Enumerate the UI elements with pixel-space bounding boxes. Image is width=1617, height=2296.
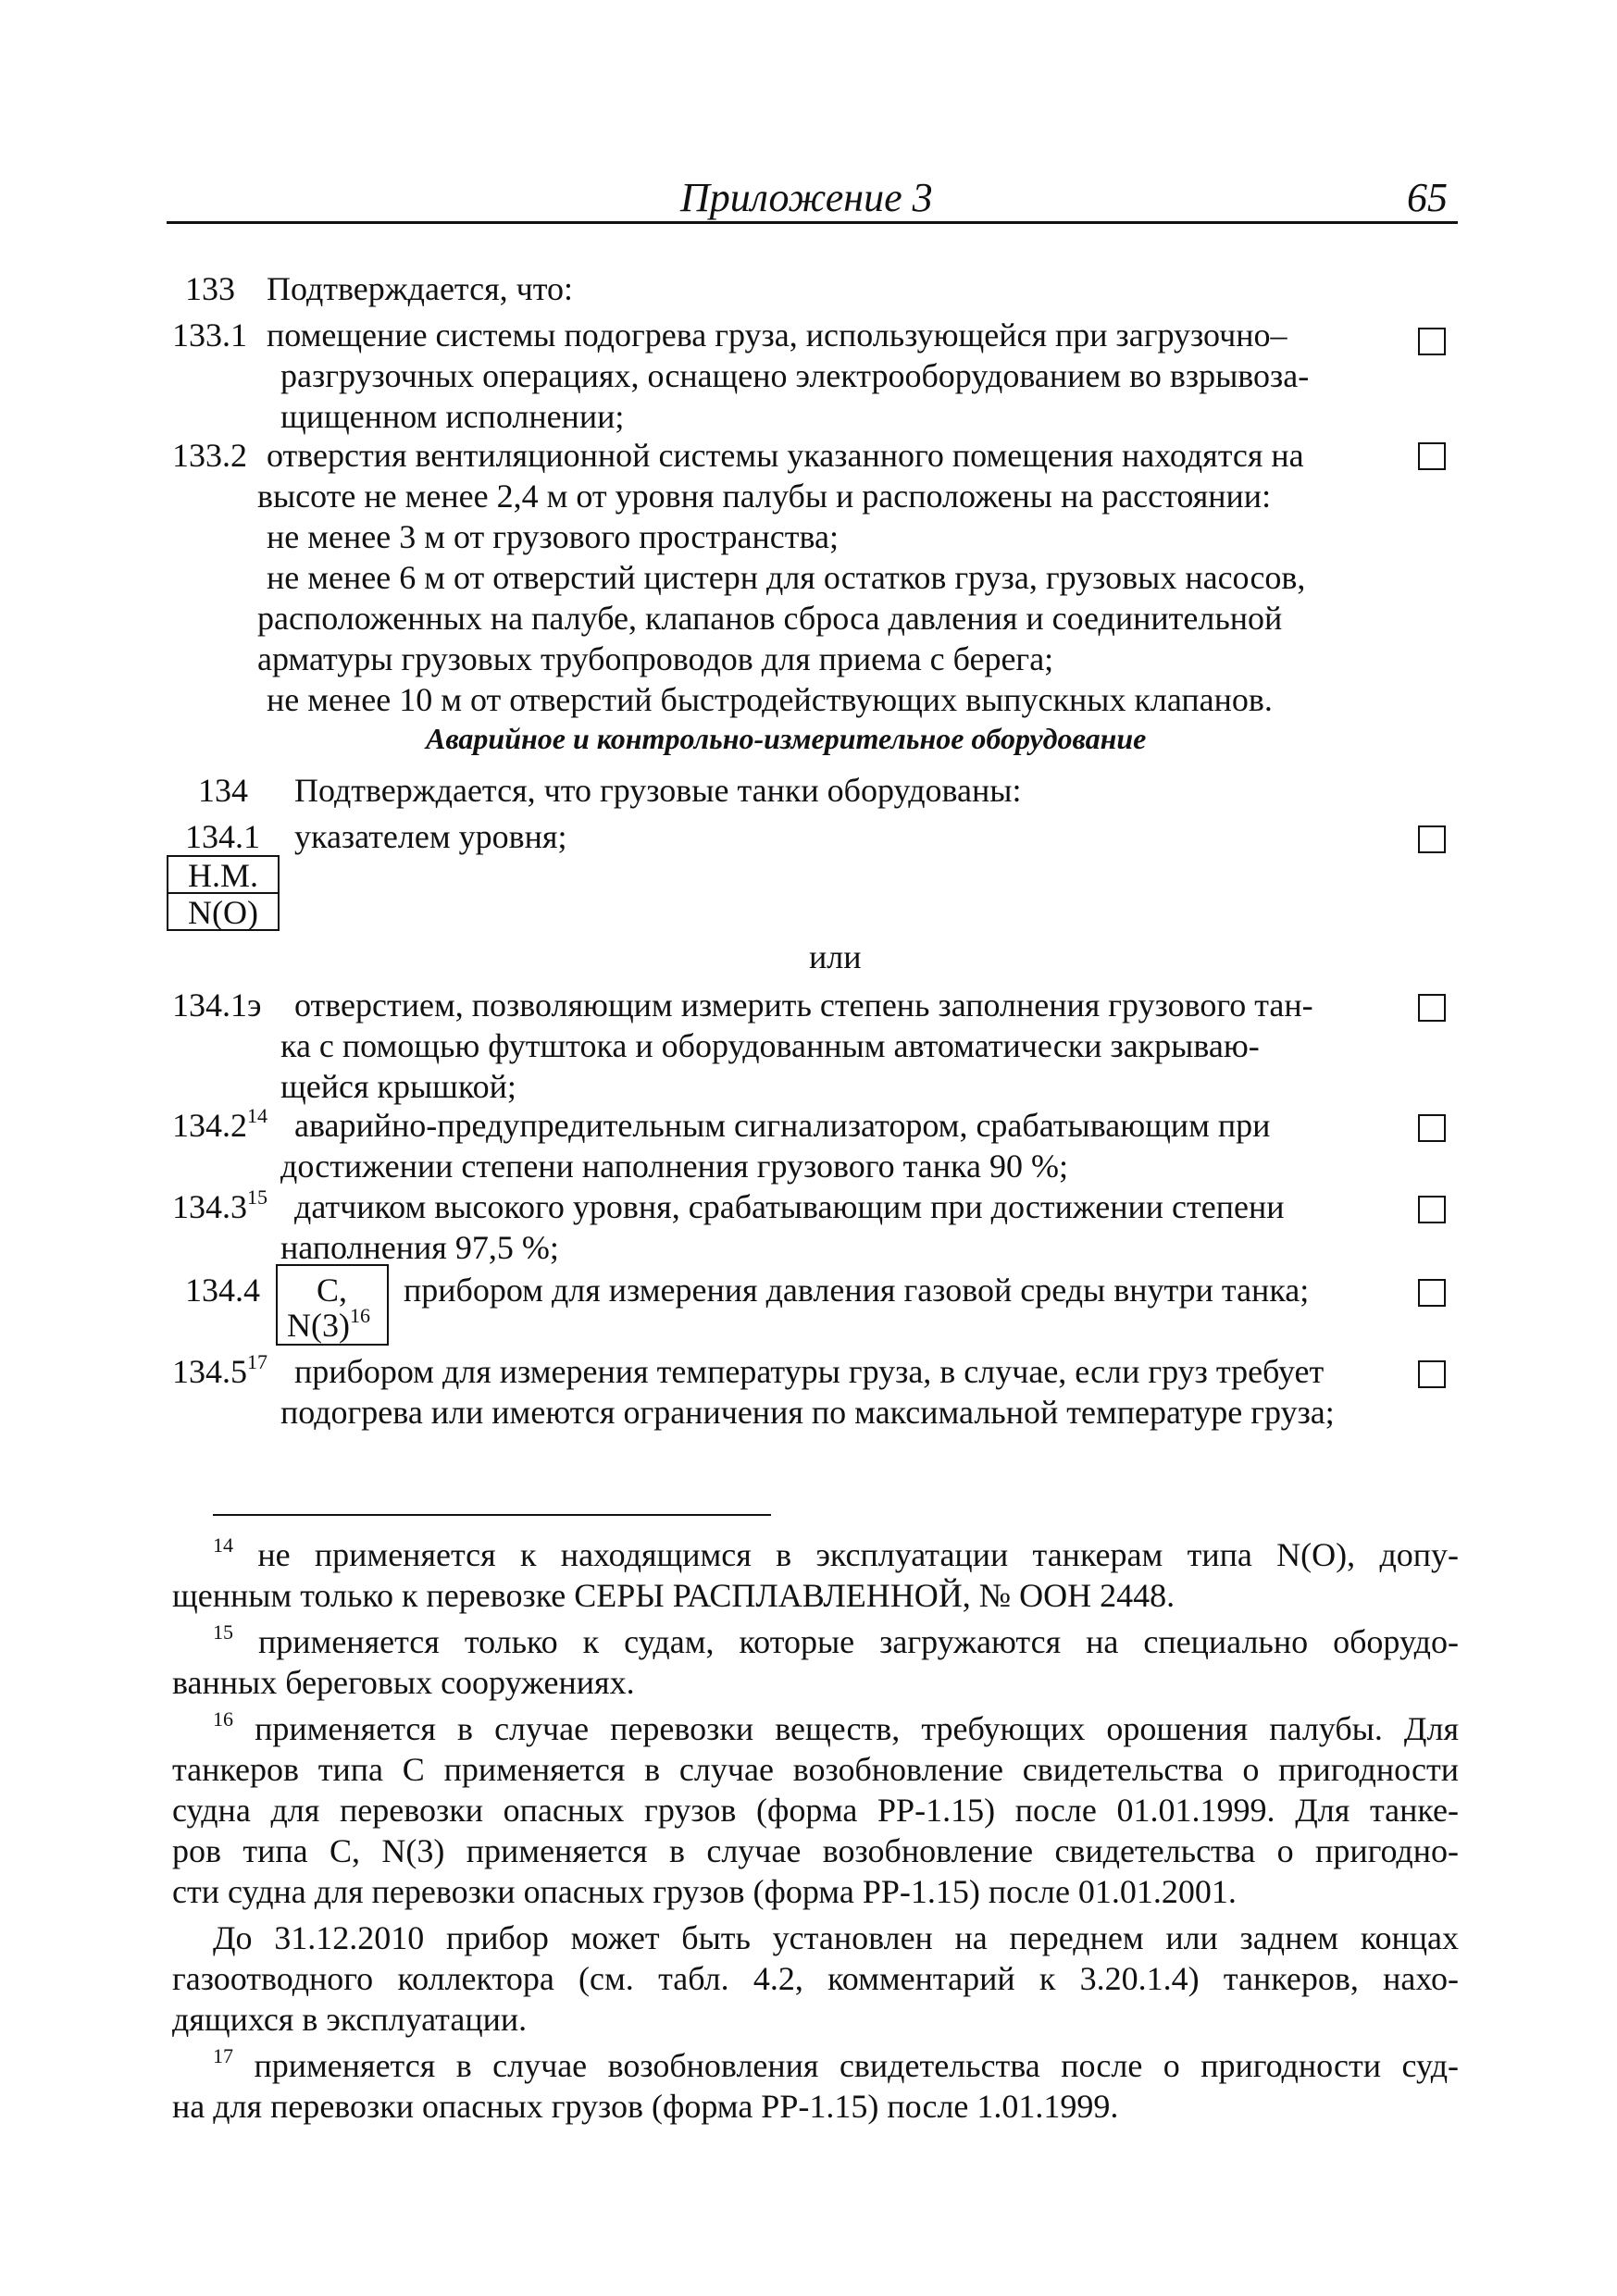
footnote-17: $^{17}$ применяется в случае возобновления свидетельства после о пригодности суд- на для перевозки опасных грузов (форма РР-1.15) после 1.01.1999. (172, 2044, 1460, 2125)
item-number-134-5: 134.5$^{17}$ (172, 1350, 267, 1390)
page-number: 65 (1407, 175, 1448, 220)
item-text-line: прибором для измерения температуры груза, в случае, если груз требует (294, 1353, 1325, 1390)
checkbox-133-2[interactable] (1418, 442, 1446, 470)
header-rule (167, 221, 1458, 224)
item-text-134-4: прибором для измерения давления газовой среды внутри танка; (404, 1272, 1310, 1309)
item-text-line: ка с помощью футштока и оборудованным автоматически закрываю- (280, 1027, 1260, 1064)
checkbox-134-2[interactable] (1418, 1114, 1446, 1142)
checkbox-134-1e[interactable] (1418, 994, 1446, 1022)
checkbox-134-4[interactable] (1418, 1279, 1446, 1307)
footnote-rule (213, 1514, 771, 1516)
item-text-line: арматуры грузовых трубопроводов для приема с берега; (257, 640, 1054, 677)
item-number-133-1: 133.1 (172, 316, 247, 354)
item-number-133: 133 (185, 270, 235, 307)
checkbox-134-5[interactable] (1418, 1360, 1446, 1388)
item-text-line: щищенном исполнении; (280, 398, 625, 435)
footnote-16-continuation: До 31.12.2010 прибор может быть установлен на переднем или заднем концах газоотводного коллектора (см. табл. 4.2, комментарий к 3.20.1.4) танкеров, нахо- дящихся в эксплуатации. (172, 1919, 1459, 2038)
item-number-134-2: 134.2$^{14}$ (172, 1104, 267, 1144)
item-text-134: Подтверждается, что грузовые танки оборудованы: (294, 772, 1022, 809)
footnote-mark: 16 (213, 1707, 233, 1731)
running-title: Приложение 3 (680, 175, 933, 220)
footnote-15: $^{15}$ применяется только к судам, которые загружаются на специально оборудо- ванных береговых сооружениях. (172, 1620, 1459, 1701)
item-text-line: расположенных на палубе, клапанов сброса давления и соединительной (257, 600, 1283, 637)
item-number-134: 134 (198, 772, 248, 809)
box-nm: Н.М. (167, 855, 280, 894)
item-text-line: достижении степени наполнения грузового танка 90 %; (280, 1148, 1068, 1185)
item-text-133: Подтверждается, что: (267, 270, 573, 307)
footnote-mark: 15 (213, 1620, 233, 1644)
section-heading: Аварийное и контрольно-измерительное оборудование (426, 722, 1147, 755)
box-n3-line: $N(3)^{16}$ (287, 1304, 370, 1344)
box-no: N(O) (167, 892, 280, 931)
footnote-14: $^{14}$ не применяется к находящимся в эксплуатации танкерам типа N(O), допу- щенным только к перевозке СЕРЫ РАСПЛАВЛЕННОЙ, № ООН 2448. (172, 1533, 1460, 1614)
item-text-line: аварийно-предупредительным сигнализатором, срабатывающим при (294, 1107, 1271, 1144)
footnote-ref: 16 (349, 1304, 370, 1327)
item-text-line: наполнения 97,5 %; (280, 1229, 559, 1266)
checkbox-133-1[interactable] (1418, 328, 1446, 355)
item-text-line: не менее 10 м от отверстий быстродействующих выпускных клапанов. (267, 681, 1273, 718)
item-text-line: отверстием, позволяющим измерить степень заполнения грузового тан- (294, 987, 1313, 1024)
item-text-line: не менее 6 м от отверстий цистерн для остатков груза, грузовых насосов, (267, 559, 1306, 596)
item-number-134-3: 134.3$^{15}$ (172, 1185, 267, 1225)
item-text-line: отверстия вентиляционной системы указанного помещения находятся на (267, 437, 1304, 474)
checkbox-134-1[interactable] (1418, 825, 1446, 853)
checkbox-134-3[interactable] (1418, 1196, 1446, 1223)
footnote-mark: 17 (213, 2044, 233, 2067)
item-text-line: подогрева или имеются ограничения по максимальной температуре груза; (280, 1394, 1335, 1431)
item-number-133-2: 133.2 (172, 437, 247, 474)
item-text-line: высоте не менее 2,4 м от уровня палубы и расположены на расстоянии: (257, 478, 1272, 515)
item-number-134-1: 134.1 (185, 818, 260, 855)
item-text-line: разгрузочных операциях, оснащено электрооборудованием во взрывоза- (280, 357, 1310, 394)
item-text-line: щейся крышкой; (280, 1068, 516, 1105)
box-c-line: С, (317, 1272, 348, 1309)
item-number-134-4: 134.4 (185, 1272, 260, 1309)
footnote-ref: 17 (247, 1350, 267, 1373)
footnote-16: $^{16}$ применяется в случае перевозки веществ, требующих орошения палубы. Для танкеров типа С применяется в случае возобновление свидетельства о пригодности судна для перевозки опасных грузов (форма РР-1.15) после 01.01.1999. Для танке- ров типа С, N(3) применяется в случае возобновление свидетельства о пригодно- сти судна для перевозки опасных грузов (форма РР-1.15) после 01.01.2001. (172, 1707, 1460, 1910)
footnote-mark: 14 (213, 1533, 233, 1557)
footnote-ref: 14 (247, 1104, 267, 1127)
item-number-134-1e: 134.1э (172, 987, 262, 1024)
item-text-line: датчиком высокого уровня, срабатывающим при достижении степени (294, 1188, 1285, 1225)
item-text-line: помещение системы подогрева груза, использующейся при загрузочно– (267, 316, 1287, 354)
item-text-134-1: указателем уровня; (294, 818, 567, 855)
or-text: или (809, 938, 862, 975)
footnote-ref: 15 (247, 1185, 267, 1209)
item-text-line: не менее 3 м от грузового пространства; (267, 518, 839, 555)
